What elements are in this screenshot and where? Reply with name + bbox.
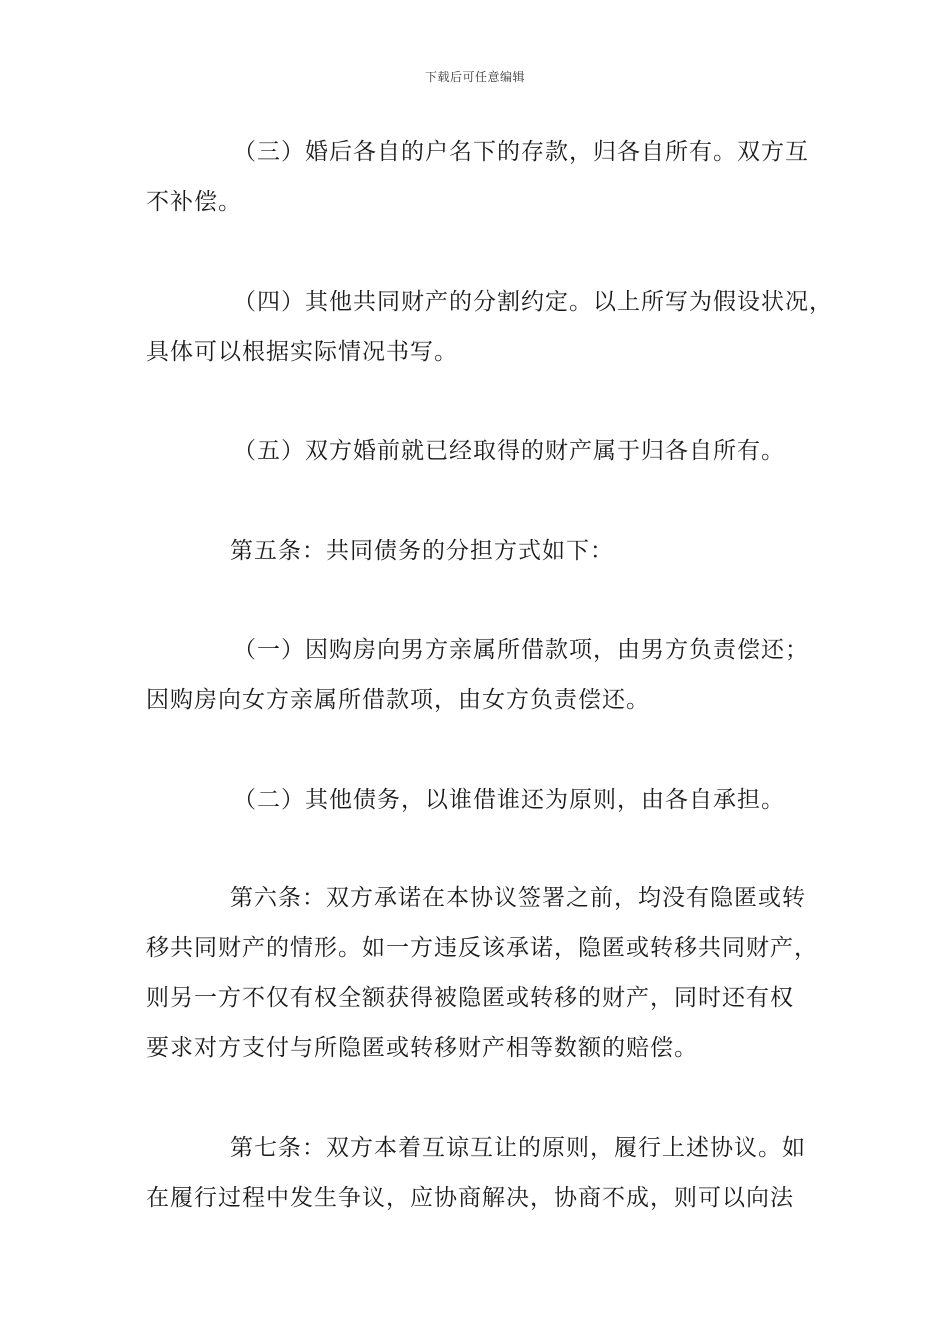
paragraph-2-line-1: （四）其他共同财产的分割约定。以上所写为假设状况， xyxy=(233,289,833,315)
paragraph-1-line-1: （三）婚后各自的户名下的存款，归各自所有。双方互 xyxy=(233,139,809,165)
article-6-line-1: 第六条：双方承诺在本协议签署之前，均没有隐匿或转 xyxy=(230,885,806,911)
article-6-line-3: 则另一方不仅有权全额获得被隐匿或转移的财产，同时还有权 xyxy=(146,985,794,1011)
article-6-line-4: 要求对方支付与所隐匿或转移财产相等数额的赔偿。 xyxy=(146,1035,698,1061)
paragraph-5-line-2: 因购房向女方亲属所借款项，由女方负责偿还。 xyxy=(146,687,650,713)
article-6-line-2: 移共同财产的情形。如一方违反该承诺，隐匿或转移共同财产， xyxy=(146,935,818,961)
article-7-line-2: 在履行过程中发生争议，应协商解决，协商不成，则可以向法 xyxy=(146,1185,794,1211)
paragraph-3-line-1: （五）双方婚前就已经取得的财产属于归各自所有。 xyxy=(233,438,785,464)
article-7-line-1: 第七条：双方本着互谅互让的原则，履行上述协议。如 xyxy=(230,1135,806,1161)
paragraph-2-line-2: 具体可以根据实际情况书写。 xyxy=(146,339,458,365)
paragraph-6-line-1: （二）其他债务，以谁借谁还为原则，由各自承担。 xyxy=(233,787,785,813)
article-5-heading: 第五条：共同债务的分担方式如下： xyxy=(230,538,614,564)
paragraph-1-line-2: 不补偿。 xyxy=(146,189,242,215)
page-header: 下载后可任意编辑 xyxy=(424,70,525,84)
paragraph-5-line-1: （一）因购房向男方亲属所借款项，由男方负责偿还； xyxy=(233,637,809,663)
